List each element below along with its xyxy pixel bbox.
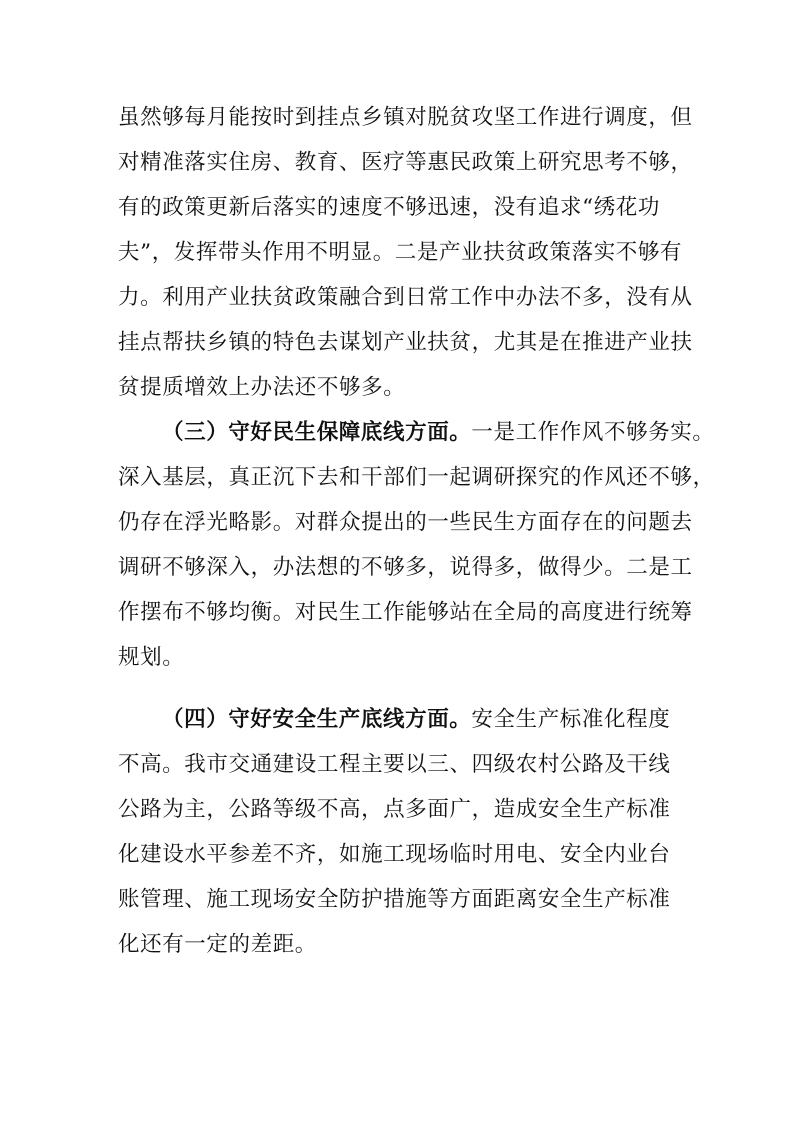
p3-line-4: 化建设水平参差不齐，如施工现场临时用电、安全内业台 (118, 842, 671, 867)
p3-line-3: 公路为主，公路等级不高，点多面广，造成安全生产标准 (118, 797, 671, 822)
p1-line-5: 力。利用产业扶贫政策融合到日常工作中办法不多，没有从 (118, 285, 693, 310)
p2-line-5: 作摆布不够均衡。对民生工作能够站在全局的高度进行统筹 (118, 600, 693, 625)
p3-first-line (162, 708, 670, 732)
p2-first-line (162, 421, 715, 445)
p3-line-2: 不高。我市交通建设工程主要以三、四级农村公路及干线 (118, 752, 671, 777)
p1-line-7: 贫提质增效上办法还不够多。 (118, 375, 406, 400)
p2-line-4: 调研不够深入，办法想的不够多，说得多，做得少。二是工 (118, 555, 693, 580)
p2-line-2: 深入基层，真正沉下去和干部们一起调研探究的作风还不够， (118, 465, 715, 490)
p2-heading: （三）守好民生保障底线方面。 (162, 420, 472, 445)
p2-line-6: 规划。 (118, 645, 185, 670)
p1-line-6: 挂点帮扶乡镇的特色去谋划产业扶贫，尤其是在推进产业扶 (118, 330, 693, 355)
p1-line-3: 有的政策更新后落实的速度不够迅速，没有追求“绣花功 (118, 195, 660, 220)
p3-line-6: 化还有一定的差距。 (118, 932, 317, 957)
p3-first-rest: 安全生产标准化程度 (471, 707, 671, 732)
p2-line-3: 仍存在浮光略影。对群众提出的一些民生方面存在的问题去 (118, 510, 693, 535)
p1-line-2: 对精准落实住房、教育、医疗等惠民政策上研究思考不够， (118, 150, 693, 175)
p2-first-rest: 一是工作作风不够务实。 (471, 420, 715, 445)
p1-line-1: 虽然够每月能按时到挂点乡镇对脱贫攻坚工作进行调度，但 (118, 105, 693, 130)
p3-line-5: 账管理、施工现场安全防护措施等方面距离安全生产标准 (118, 887, 671, 912)
p3-heading: （四）守好安全生产底线方面。 (162, 707, 472, 732)
p1-line-4: 夫”，发挥带头作用不明显。二是产业扶贫政策落实不够有 (118, 240, 683, 265)
